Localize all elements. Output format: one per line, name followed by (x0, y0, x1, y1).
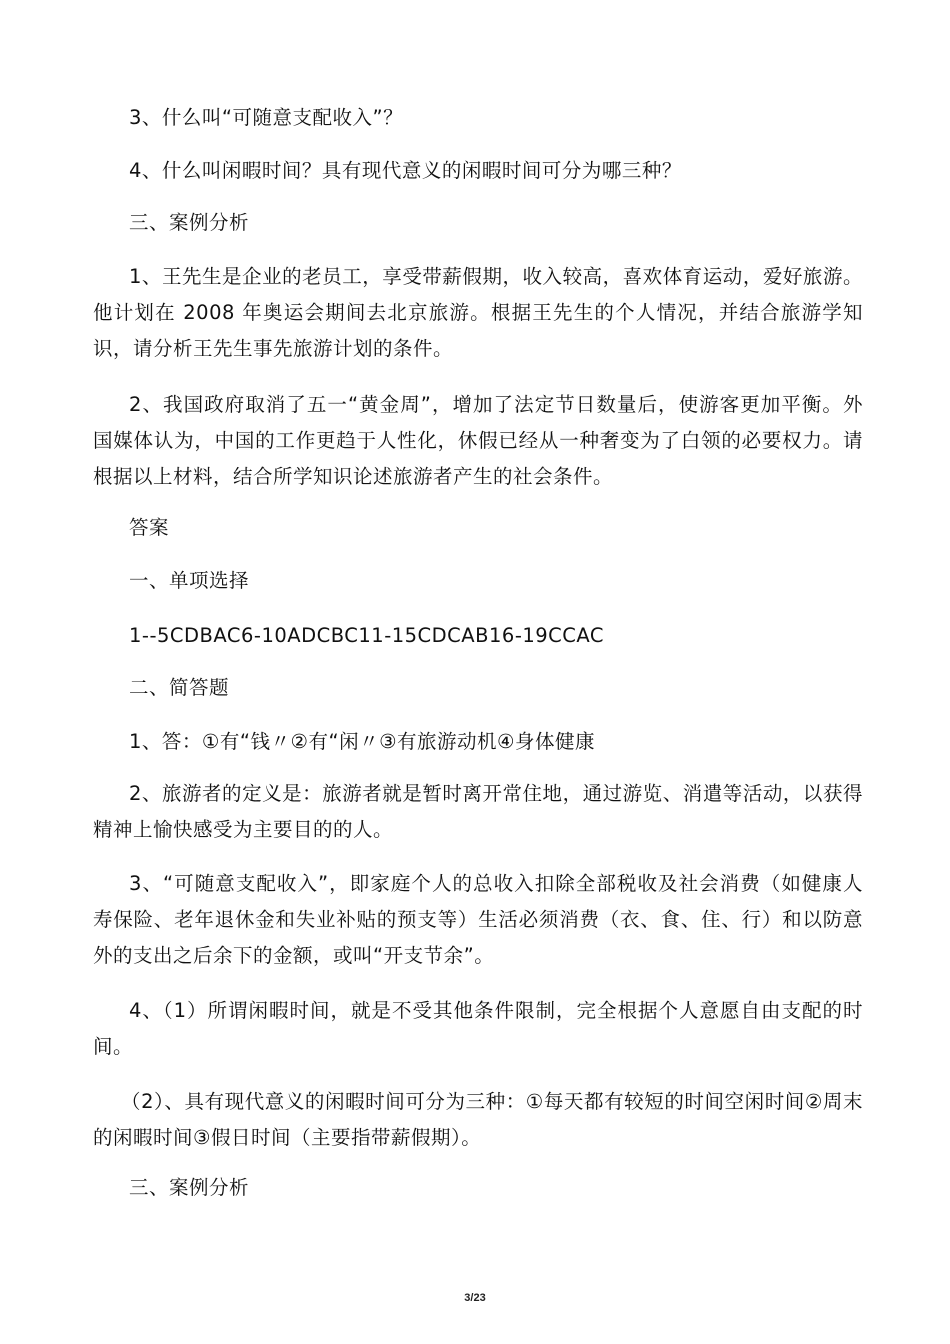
answer-1: 1、答：①有“钱〃②有“闲〃③有旅游动机④身体健康 (129, 730, 596, 753)
answer-heading: 答案 (129, 516, 170, 539)
case-1: 1、王先生是企业的老员工，享受带薪假期，收入较高，喜欢体育运动，爱好旅游。他计划在 2008 年奥运会期间去北京旅游。根据王先生的个人情况，并结合旅游学知识，请分析王先生事先旅游计划的条件。 (93, 265, 863, 360)
answer-2: 2、旅游者的定义是：旅游者就是暂时离开常住地，通过游览、消遣等活动，以获得精神上愉快感受为主要目的的人。 (93, 782, 863, 841)
answer-3: 3、“可随意支配收入”，即家庭个人的总收入扣除全部税收及社会消费（如健康人寿保险、老年退休金和失业补贴的预支等）生活必须消费（衣、食、住、行）和以防意外的支出之后余下的金额，或叫“开支节余”。 (93, 872, 863, 967)
answer-4-part-1: 4、（1）所谓闲暇时间，就是不受其他条件限制，完全根据个人意愿自由支配的时间。 (93, 999, 863, 1058)
page-number: 3/23 (464, 1292, 486, 1304)
single-choice-answers: 1--5CDBAC6-10ADCBC11-15CDCAB16-19CCAC (129, 624, 605, 647)
question-3: 3、什么叫“可随意支配收入”？ (129, 106, 404, 129)
section-heading-short-answer: 二、简答题 (129, 676, 230, 699)
case-2: 2、我国政府取消了五一“黄金周”，增加了法定节日数量后，使游客更加平衡。外国媒体认为，中国的工作更趋于人性化，休假已经从一种奢变为了白领的必要权力。请根据以上材料，结合所学知识论述旅游者产生的社会条件。 (93, 393, 863, 488)
section-heading-case-analysis: 三、案例分析 (129, 211, 250, 234)
answer-4-part-2: （2）、具有现代意义的闲暇时间可分为三种：①每天都有较短的时间空闲时间②周末的闲暇时间③假日时间（主要指带薪假期）。 (93, 1090, 863, 1149)
section-heading-case-analysis-answers: 三、案例分析 (129, 1176, 250, 1199)
section-heading-single-choice: 一、单项选择 (129, 569, 250, 592)
question-4: 4、什么叫闲暇时间？具有现代意义的闲暇时间可分为哪三种？ (129, 159, 682, 182)
